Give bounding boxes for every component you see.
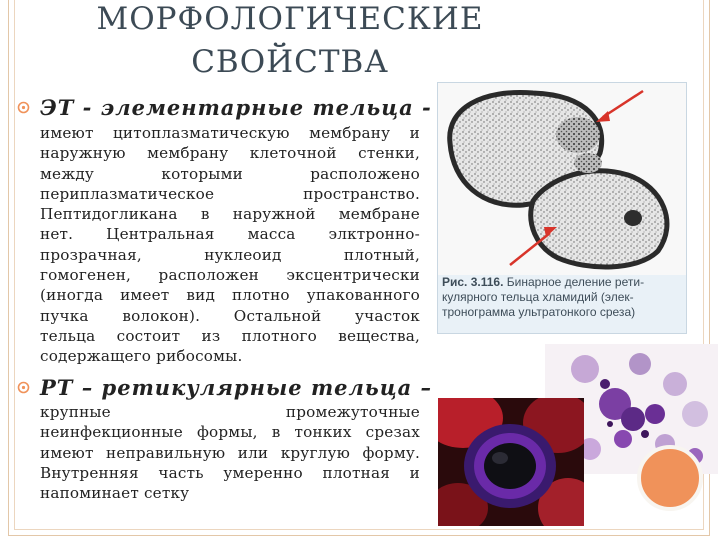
section1-line: периплазматическое пространство. xyxy=(40,184,420,203)
section1-line: между которыми расположено xyxy=(40,164,420,183)
section2-line: имеют неправильную или круглую форму. xyxy=(40,443,420,462)
section1-line: пучка волокон). Остальной участок xyxy=(40,306,420,325)
title-line-1: МОРФОЛОГИЧЕСКИЕ xyxy=(96,1,484,37)
title-line-2: СВОЙСТВА xyxy=(191,44,389,80)
bullet-icon xyxy=(17,381,30,394)
section2-line: Внутренняя часть умеренно плотная и xyxy=(40,463,420,482)
caption-line-2: кулярного тельца хламидий (элек- xyxy=(442,290,634,304)
section2-line: напоминает сетку xyxy=(40,484,190,503)
section1-text xyxy=(40,123,420,367)
section2-line: крупные промежуточные xyxy=(40,403,420,421)
micrograph-image xyxy=(438,83,686,275)
fluorescence-cells-photo xyxy=(438,398,584,526)
section1-line: прозрачная, нуклеоид плотный, xyxy=(40,245,420,264)
section1-line: гомогенен, расположен эксцентрически xyxy=(40,266,420,285)
section1-heading: ЭТ - элементарные тельца - xyxy=(40,95,432,120)
figure-caption xyxy=(438,275,686,333)
caption-line-1: Бинарное деление рети- xyxy=(506,275,645,289)
caption-line-3: тронограмма ультратонкого среза) xyxy=(442,305,636,319)
section2-heading: РТ – ретикулярные тельца – xyxy=(40,375,433,400)
caption-label: Рис. 3.116. xyxy=(442,275,504,289)
electron-micrograph-figure xyxy=(437,82,687,334)
section1-line: содержащего рибосомы. xyxy=(40,347,243,366)
section1-line: нет. Центральная масса элктронно- xyxy=(40,225,420,244)
section1-line: (иногда имеет вид плотно упакованного xyxy=(40,286,420,305)
section1-line: имеют цитоплазматическую мембрану и xyxy=(40,124,420,142)
bullet-icon xyxy=(17,101,30,114)
section1-line: наружную мембрану клеточной стенки, xyxy=(40,144,420,163)
section2-line: неинфекционные формы, в тонких срезах xyxy=(40,423,420,442)
section1-line: Пептидогликана в наружной мембране xyxy=(40,205,420,224)
section1-line: тельца состоит из плотного вещества, xyxy=(40,326,420,345)
section2-text xyxy=(40,402,420,503)
slide-title xyxy=(70,0,510,84)
decorative-circle xyxy=(637,445,703,511)
